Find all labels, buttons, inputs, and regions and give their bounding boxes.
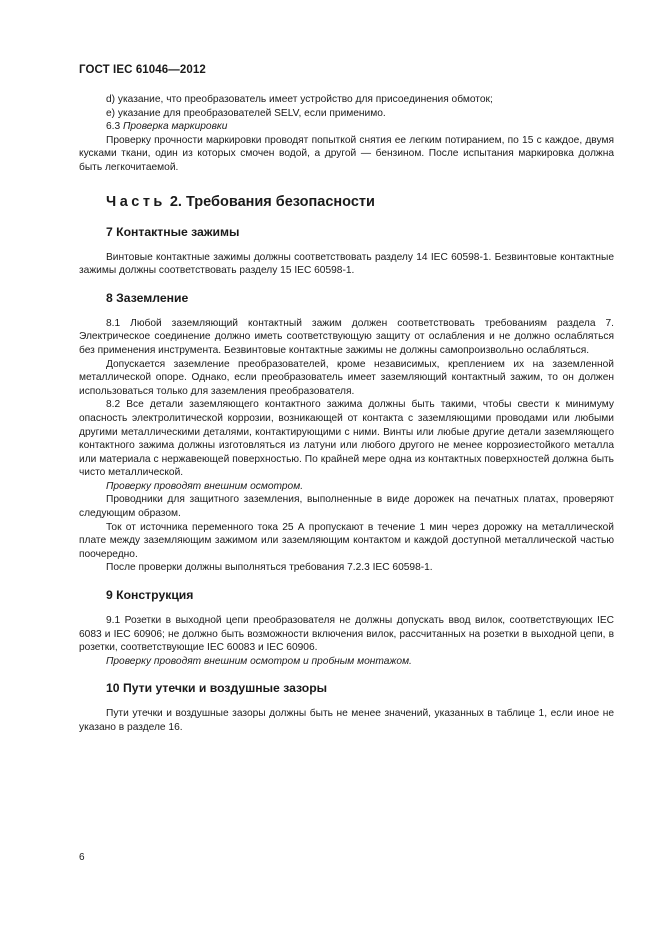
paragraph: Проверку прочности маркировки проводят попыткой снятия ее легким потиранием, по 15 с каждое, двумя кусками ткани, один из которых смочен водой, а другой — бензином. После испытания маркировка должна быть легкочитаемой. [79, 134, 614, 173]
section-10-heading: 10 Пути утечки и воздушные зазоры [106, 681, 328, 696]
page-number: 6 [79, 852, 85, 863]
paragraph-italic: Проверку проводят внешним осмотром и пробным монтажом. [106, 655, 412, 667]
paragraph: Проводники для защитного заземления, выполненные в виде дорожек на печатных платах, проверяют следующим образом. [79, 494, 614, 520]
subsection-6-3-heading [79, 120, 614, 134]
part-title: 2. Требования безопасности [165, 193, 375, 210]
section-9-heading: 9 Конструкция [106, 588, 194, 603]
paragraph: Пути утечки и воздушные зазоры должны быть не менее значений, указанных в таблице 1, если иное не указано в разделе 16. [79, 708, 614, 733]
part-heading [106, 193, 614, 211]
paragraph: После проверки должны выполняться требования 7.2.3 IEC 60598-1. [106, 562, 433, 574]
paragraph: Допускается заземление преобразователей, кроме независимых, креплением их на заземленной металлической опоре. Однако, если преобразователь имеет заземляющий контактный зажим, то он должен использоваться только для заземления преобразователя. [79, 358, 614, 397]
subsection-title: Проверка маркировки [123, 121, 228, 133]
document-header: ГОСТ IEC 61046—2012 [79, 64, 206, 76]
paragraph: 9.1 Розетки в выходной цепи преобразователя не должны допускать ввод вилок, соответствующих IEC 6083 и IEC 60906; не должно быть возможности включения вилок, рассчитанных на розетки в выходной цепи, в розетки, соответствующие IEC 60083 и IEC 60906. [79, 615, 614, 654]
paragraph: 8.1 Любой заземляющий контактный зажим должен соответствовать требованиям раздела 7. Электрическое соединение должно иметь соответствующую защиту от ослабления и не должно ослабляться без применения инструмента. Безвинтовые контактные зажимы не должны самопроизвольно ослабляться. [79, 317, 614, 356]
paragraph-italic: Проверку проводят внешним осмотром. [106, 480, 304, 492]
subsection-number: 6.3 [106, 121, 123, 133]
part-word: Часть [106, 193, 166, 210]
list-item-d: d) указание, что преобразователь имеет устройство для присоединения обмоток; [106, 94, 493, 105]
document-body [79, 93, 614, 735]
section-8-heading: 8 Заземление [106, 290, 189, 305]
paragraph: Винтовые контактные зажимы должны соответствовать разделу 14 IEC 60598-1. Безвинтовые контактные зажимы должны соответствовать разделу 15 IEC 60598-1. [79, 251, 614, 277]
section-7-heading: 7 Контактные зажимы [106, 224, 240, 239]
list-item-e: e) указание для преобразователей SELV, если применимо. [106, 107, 386, 119]
paragraph: Ток от источника переменного тока 25 А пропускают в течение 1 мин через дорожку на металлической плате между заземляющим зажимом или заземляющим контактом и каждой доступной металлической частью поочередно. [79, 521, 614, 560]
paragraph: 8.2 Все детали заземляющего контактного зажима должны быть такими, чтобы свести к минимуму опасность электролитической коррозии, возникающей от контакта с заземляющими проводами или любыми другими металлическими деталями, контактирующими с ними. Винты или любые другие детали заземляющего контактного зажима должны изготовляться из латуни или любого другого не менее коррозиестойкого металла или материала с нержавеющей поверхностью. По крайней мере одна из контактных поверхностей должна быть чисто металлической. [79, 399, 614, 479]
